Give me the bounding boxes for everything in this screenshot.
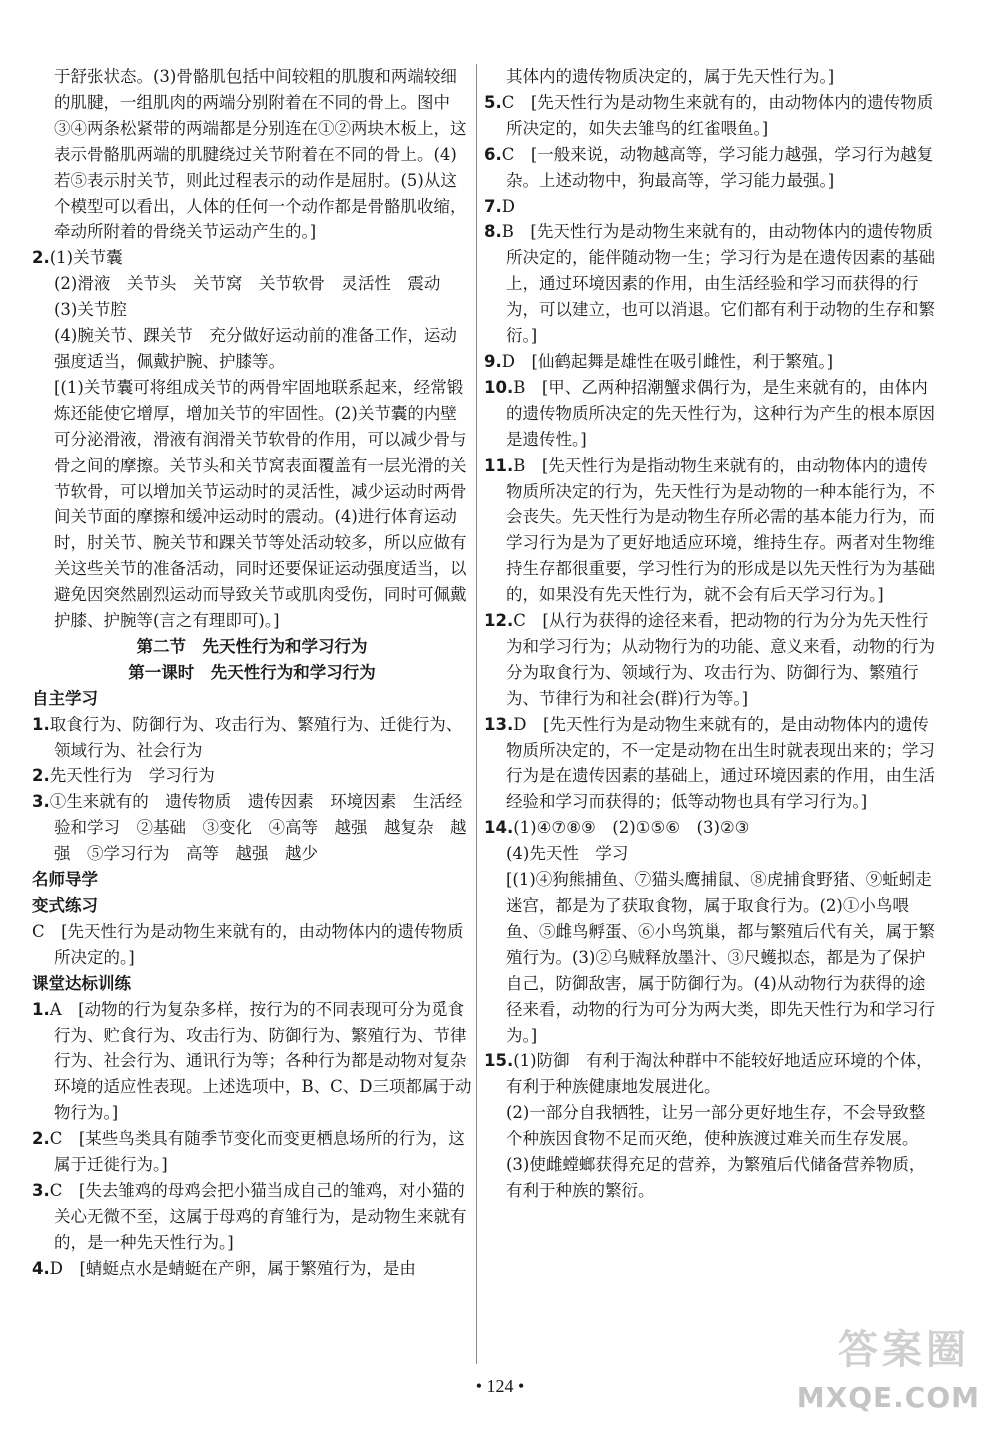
answer-paragraph	[32, 375, 472, 634]
section-heading	[32, 634, 472, 660]
answer-text: 第二节 先天性行为和学习行为	[136, 636, 368, 656]
answer-paragraph	[484, 1100, 936, 1152]
answer-paragraph	[484, 867, 936, 1048]
question-number: 3.	[32, 792, 50, 812]
answer-paragraph	[32, 919, 472, 971]
column-divider	[476, 64, 477, 1364]
question-number: 7.	[484, 196, 502, 216]
answer-text: B [先天性行为是动物生来就有的，由动物体内的遗传物质所决定的，能伴随动物一生；学习行为是在遗传因素的基础上，通过环境因素的作用，由生活经验和学习而获得的行为，可以建立，也可以消退。它们都有利于动物的生存和繁衍。]	[501, 222, 935, 346]
question-number: 1.	[32, 999, 50, 1019]
question-number: 2.	[32, 248, 50, 268]
answer-text: (2)滑液 关节头 关节窝 关节软骨 灵活性 震动	[54, 274, 441, 294]
answer-paragraph	[484, 453, 936, 608]
answer-paragraph	[32, 1178, 472, 1256]
answer-text: D [仙鹤起舞是雄性在吸引雌性，利于繁殖。]	[501, 351, 834, 371]
question-number: 11.	[484, 455, 514, 475]
answer-text: (1)防御 有利于淘汰种群中不能较好地适应环境的个体，有利于种族健康地发展进化。	[506, 1051, 933, 1097]
answer-paragraph	[484, 815, 936, 841]
answer-text: B [甲、乙两种招潮蟹求偶行为，是生来就有的，由体内的遗传物质所决定的先天性行为，这种行为产生的根本原因是遗传性。]	[506, 377, 935, 449]
question-number: 8.	[484, 222, 502, 242]
answer-text: 于舒张状态。(3)骨骼肌包括中间较粗的肌腹和两端较细的肌腱，一组肌肉的两端分别附着在不同的骨上。图中③④两条松紧带的两端都是分别连在①②两块木板上，这表示骨骼肌两端的肌腱绕过关节附着在不同的骨上。(4)若⑤表示肘关节，则此过程表示的动作是屈肘。(5)从这个模型可以看出，人体的任何一个动作都是骨骼肌收缩，牵动所附着的骨绕关节运动产生的。]	[54, 67, 467, 242]
answer-paragraph	[484, 90, 936, 142]
answer-paragraph	[484, 194, 936, 220]
answer-text: 其体内的遗传物质决定的，属于先天性行为。]	[506, 67, 835, 86]
page-number: • 124 •	[475, 1376, 525, 1396]
right-column	[484, 64, 936, 1204]
answer-text: (4)腕关节、踝关节 充分做好运动前的准备工作，运动强度适当，佩戴护腕、护膝等。	[54, 326, 457, 371]
left-column	[32, 64, 472, 1282]
question-number: 2.	[32, 766, 50, 786]
answer-paragraph	[484, 841, 936, 867]
answer-text: C [先天性行为是动物生来就有的，由动物体内的遗传物质所决定的。]	[32, 921, 464, 967]
answer-text: 自主学习	[32, 688, 98, 708]
answer-text: 名师导学	[32, 870, 98, 890]
answer-paragraph	[32, 712, 472, 764]
answer-paragraph	[484, 1048, 936, 1100]
answer-text: 第一课时 先天性行为和学习行为	[128, 662, 376, 682]
answer-text: 先天性行为 学习行为	[49, 766, 215, 786]
answer-paragraph	[484, 219, 936, 349]
answer-text: C [一般来说，动物越高等，学习能力越强，学习行为越复杂。上述动物中，狗最高等，学习能力最强。]	[501, 144, 934, 190]
answer-paragraph	[32, 763, 472, 789]
answer-text: (2)一部分自我牺牲，让另一部分更好地生存，不会导致整个种族因食物不足而灭绝，使种族渡过难关而生存发展。	[506, 1103, 926, 1149]
answer-text: A [动物的行为复杂多样，按行为的不同表现可分为觅食行为、贮食行为、攻击行为、防御行为、繁殖行为、节律行为、社会行为、通讯行为等；各种行为都是动物对复杂环境的适应性表现。上述选项中，B、C、D三项都属于动物行为。]	[49, 999, 472, 1123]
question-number: 1.	[32, 714, 50, 734]
answer-text: D [蜻蜓点水是蜻蜓在产卵，属于繁殖行为，是由	[49, 1258, 416, 1278]
section-heading	[32, 686, 472, 712]
answer-text: C [先天性行为是动物生来就有的，由动物体内的遗传物质所决定的，如失去雏鸟的红雀喂鱼。]	[501, 92, 934, 138]
question-number: 12.	[484, 611, 514, 631]
answer-text: C [从行为获得的途径来看，把动物的行为分为先天性行为和学习行为；从动物行为的功能、意义来看，动物的行为分为取食行为、领域行为、攻击行为、防御行为、繁殖行为、节律行为和社会(群)行为等。]	[506, 611, 935, 708]
answer-text: C [某些鸟类具有随季节变化而变更栖息场所的行为，这属于迁徙行为。]	[49, 1129, 465, 1175]
answer-paragraph	[32, 1256, 472, 1282]
answer-text: (4)先天性 学习	[506, 844, 629, 864]
answer-text: B [先天性行为是指动物生来就有的，由动物体内的遗传物质所决定的行为，先天性行为是动物的一种本能行为，不会丧失。先天性行为是动物生存所必需的基本能力行为，而学习行为是为了更好地适应环境，维持生存。两者对生物维持生存都很重要，学习性行为的形成是以先天性行为为基础的，如果没有先天性行为，就不会有后天学习行为。]	[506, 455, 935, 605]
answer-paragraph	[484, 142, 936, 194]
answer-paragraph	[32, 323, 472, 375]
answer-paragraph	[32, 245, 472, 271]
answer-text: D [先天性行为是动物生来就有的，是由动物体内的遗传物质所决定的，不一定是动物在出生时就表现出来的；学习行为是在遗传因素的基础上，通过环境因素的作用，由生活经验和学习而获得的；低等动物也具有学习行为。]	[506, 714, 935, 812]
answer-text: C [失去雏鸡的母鸡会把小猫当成自己的雏鸡，对小猫的关心无微不至，这属于母鸡的育雏行为，是动物生来就有的，是一种先天性行为。]	[49, 1180, 467, 1252]
question-number: 15.	[484, 1051, 514, 1071]
question-number: 14.	[484, 818, 514, 838]
answer-text: (1)关节囊	[49, 248, 123, 268]
answer-text: [(1)④狗熊捕鱼、⑦猫头鹰捕鼠、⑧虎捕食野猪、⑨蚯蚓走迷宫，都是为了获取食物，属于取食行为。(2)①小鸟喂鱼、⑤雌鸟孵蛋、⑥小鸟筑巢，都与繁殖后代有关，属于繁殖行为。(3)②乌贼释放墨汁、③尺蠖拟态，都是为了保护自己，防御敌害，属于防御行为。(4)从动物行为获得的途径来看，动物的行为可分为两大类，即先天性行为和学习行为。]	[506, 870, 935, 1045]
answer-text: (1)④⑦⑧⑨ (2)①⑤⑥ (3)②③	[513, 818, 750, 838]
question-number: 6.	[484, 144, 502, 164]
question-number: 5.	[484, 92, 502, 112]
answer-paragraph	[32, 997, 472, 1127]
answer-paragraph	[484, 349, 936, 375]
answer-paragraph	[32, 1126, 472, 1178]
answer-text: [(1)关节囊可将组成关节的两骨牢固地联系起来，经常锻炼还能使它增厚，增加关节的牢固性。(2)关节囊的内壁可分泌滑液，滑液有润滑关节软骨的作用，可以减少骨与骨之间的摩擦。关节头和关节窝表面覆盖有一层光滑的关节软骨，可以增加关节运动时的灵活性，减少运动时两骨间关节面的摩擦和缓冲运动时的震动。(4)进行体育运动时，肘关节、腕关节和踝关节等处活动较多，所以应做有关这些关节的准备活动，同时还要保证运动强度适当，以避免因突然剧烈运动而导致关节或肌肉受伤，同时可佩戴护膝、护腕等(言之有理即可)。]	[54, 377, 467, 631]
answer-paragraph	[32, 297, 472, 323]
answer-paragraph	[32, 64, 472, 245]
answer-text: D	[501, 196, 515, 216]
watermark-logo: 答案圈	[838, 1327, 970, 1373]
question-number: 13.	[484, 714, 514, 734]
answer-text: (3)关节腔	[54, 300, 127, 320]
section-heading	[32, 867, 472, 893]
answer-paragraph	[484, 375, 936, 453]
watermark-text: MXQE.COM	[796, 1381, 980, 1414]
watermark	[790, 1318, 980, 1418]
answer-paragraph	[32, 271, 472, 297]
question-number: 3.	[32, 1180, 50, 1200]
answer-paragraph	[32, 789, 472, 867]
question-number: 10.	[484, 377, 514, 397]
section-heading	[32, 971, 472, 997]
section-heading	[32, 893, 472, 919]
answer-paragraph	[484, 64, 936, 90]
answer-paragraph	[484, 608, 936, 712]
answer-paragraph	[484, 712, 936, 816]
answer-text: 课堂达标训练	[32, 973, 131, 993]
answer-text: ①生来就有的 遗传物质 遗传因素 环境因素 生活经验和学习 ②基础 ③变化 ④高等 越强 越复杂 越强 ⑤学习行为 高等 越强 越少	[49, 792, 467, 864]
answer-text: 取食行为、防御行为、攻击行为、繁殖行为、迁徙行为、领域行为、社会行为	[49, 714, 463, 760]
answer-paragraph	[484, 1152, 936, 1204]
answer-text: (3)使雌螳螂获得充足的营养，为繁殖后代储备营养物质，有利于种族的繁衍。	[506, 1155, 926, 1200]
question-number: 4.	[32, 1258, 50, 1278]
section-heading	[32, 660, 472, 686]
answer-text: 变式练习	[32, 896, 98, 915]
question-number: 9.	[484, 351, 502, 371]
question-number: 2.	[32, 1129, 50, 1149]
